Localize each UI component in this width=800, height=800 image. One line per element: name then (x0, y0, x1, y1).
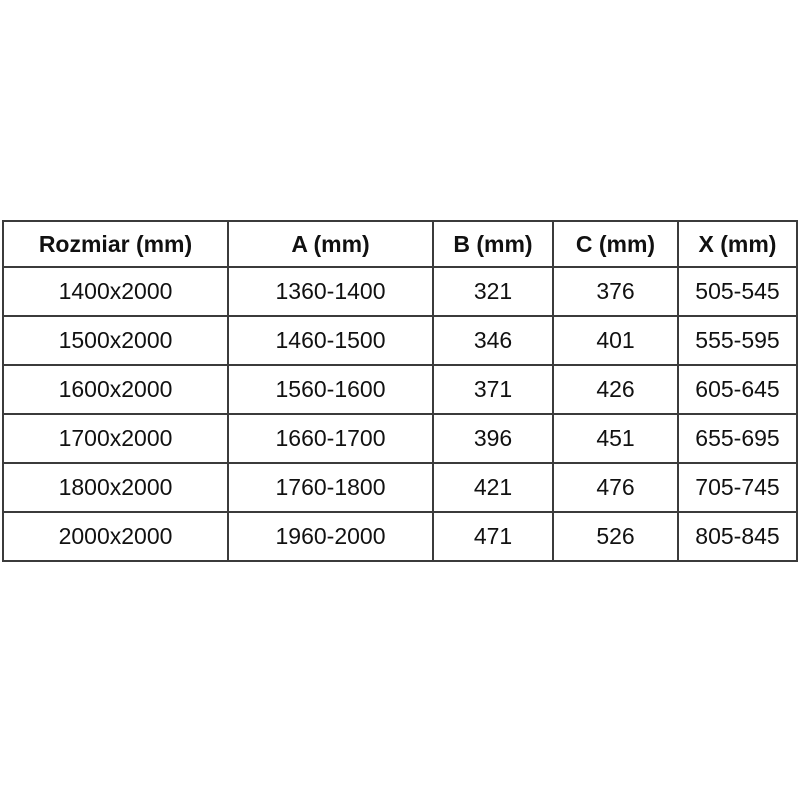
header-row (3, 221, 797, 267)
cell-x: 805-845 (678, 512, 797, 561)
cell-a: 1560-1600 (228, 365, 433, 414)
column-header-a: A (mm) (228, 221, 433, 267)
cell-a: 1660-1700 (228, 414, 433, 463)
cell-a: 1460-1500 (228, 316, 433, 365)
cell-x: 605-645 (678, 365, 797, 414)
cell-c: 526 (553, 512, 678, 561)
cell-rozmiar: 1400x2000 (3, 267, 228, 316)
column-header-x: X (mm) (678, 221, 797, 267)
cell-a: 1960-2000 (228, 512, 433, 561)
cell-rozmiar: 1700x2000 (3, 414, 228, 463)
column-header-rozmiar: Rozmiar (mm) (3, 221, 228, 267)
cell-b: 346 (433, 316, 553, 365)
cell-a: 1760-1800 (228, 463, 433, 512)
cell-c: 476 (553, 463, 678, 512)
column-header-b: B (mm) (433, 221, 553, 267)
cell-a: 1360-1400 (228, 267, 433, 316)
cell-c: 401 (553, 316, 678, 365)
cell-rozmiar: 2000x2000 (3, 512, 228, 561)
table-row (3, 463, 797, 512)
column-header-c: C (mm) (553, 221, 678, 267)
cell-c: 451 (553, 414, 678, 463)
cell-c: 376 (553, 267, 678, 316)
cell-rozmiar: 1600x2000 (3, 365, 228, 414)
table-row (3, 267, 797, 316)
cell-b: 421 (433, 463, 553, 512)
cell-x: 655-695 (678, 414, 797, 463)
cell-b: 371 (433, 365, 553, 414)
table-row (3, 316, 797, 365)
table-row (3, 512, 797, 561)
cell-x: 555-595 (678, 316, 797, 365)
cell-b: 471 (433, 512, 553, 561)
table-row (3, 414, 797, 463)
cell-c: 426 (553, 365, 678, 414)
cell-rozmiar: 1800x2000 (3, 463, 228, 512)
cell-x: 705-745 (678, 463, 797, 512)
cell-b: 321 (433, 267, 553, 316)
cell-b: 396 (433, 414, 553, 463)
cell-rozmiar: 1500x2000 (3, 316, 228, 365)
cell-x: 505-545 (678, 267, 797, 316)
table-row (3, 365, 797, 414)
size-spec-table (2, 220, 798, 562)
